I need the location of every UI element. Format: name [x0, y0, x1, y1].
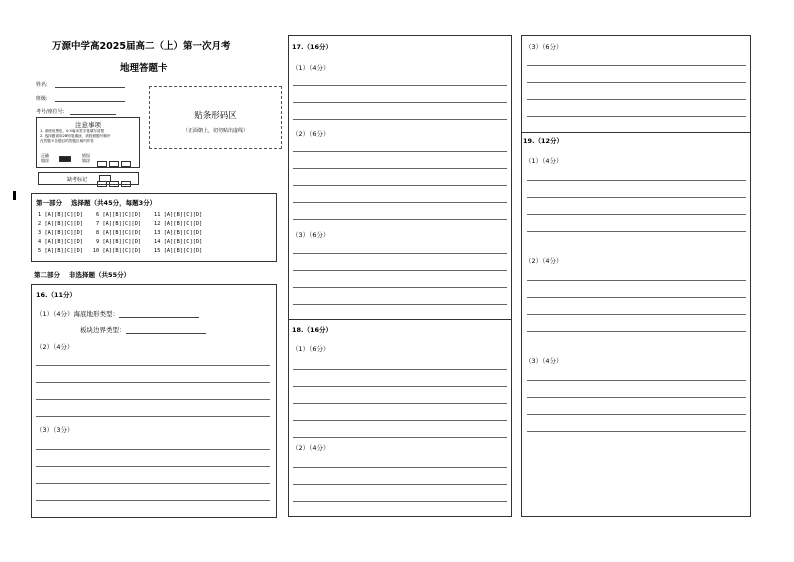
part1-box: [31, 193, 277, 262]
correct-fill-label: 正确 填涂: [41, 153, 49, 163]
class-field[interactable]: [36, 95, 125, 102]
answer-line[interactable]: [293, 202, 507, 203]
answer-line[interactable]: [36, 483, 270, 484]
answer-line[interactable]: [293, 102, 507, 103]
barcode-subtitle: （正面朝上，切勿贴出虚线）: [182, 128, 248, 134]
answer-line[interactable]: [527, 331, 746, 332]
q19-sub2: （2）（4分）: [525, 257, 563, 265]
answer-line[interactable]: [36, 500, 270, 501]
answer-line[interactable]: [293, 219, 507, 220]
answer-line[interactable]: [293, 185, 507, 186]
answer-line[interactable]: [293, 253, 507, 254]
answer-line[interactable]: [293, 151, 507, 152]
barcode-title: 贴条形码区: [194, 111, 237, 121]
answer-line[interactable]: [293, 437, 507, 438]
q16-sub3: （3）（3分）: [36, 426, 74, 434]
correct-fill-sample: [59, 156, 71, 162]
answer-line[interactable]: [293, 467, 507, 468]
answer-line[interactable]: [293, 85, 507, 86]
part1-title: 第一部分 选择题（共45分，每题3分）: [36, 199, 157, 207]
school-title: 万源中学高2025届高二（上）第一次月考: [52, 41, 231, 52]
middle-column-box: [288, 35, 512, 517]
q16-sub2: （2）（4分）: [36, 343, 74, 351]
q17-sub2: （2）（6分）: [292, 130, 330, 138]
answer-line[interactable]: [293, 270, 507, 271]
exam-no-underline: [70, 114, 116, 115]
answer-line[interactable]: [36, 365, 270, 366]
q19-sub1: （1）（4分）: [525, 157, 563, 165]
q19-title: 19.（12分）: [523, 137, 564, 145]
part2-title: 第二部分 非选择题（共55分）: [34, 271, 131, 279]
answer-line[interactable]: [527, 314, 746, 315]
answer-line[interactable]: [527, 297, 746, 298]
name-label: 姓名:: [36, 82, 48, 88]
section-divider: [289, 319, 511, 320]
answer-line[interactable]: [36, 399, 270, 400]
q17-sub3: （3）（6分）: [292, 231, 330, 239]
answer-line[interactable]: [527, 414, 746, 415]
page-marker: [13, 191, 16, 200]
name-field[interactable]: [36, 81, 125, 88]
mc-row-3[interactable]: 3 [A][B][C][D] 8 [A][B][C][D] 13 [A][B][C][D]: [38, 230, 203, 236]
wrong-fill-label: 错误 填涂: [82, 153, 90, 163]
answer-line[interactable]: [293, 304, 507, 305]
q18-sub2: （2）（4分）: [292, 444, 330, 452]
class-label: 班级:: [36, 96, 48, 102]
answer-line[interactable]: [527, 214, 746, 215]
q17-title: 17.（16分）: [292, 43, 333, 51]
q16-sub1[interactable]: （1）（4分）海底地形类型：: [36, 309, 199, 318]
mc-row-2[interactable]: 2 [A][B][C][D] 7 [A][B][C][D] 12 [A][B][C][D]: [38, 221, 203, 227]
answer-line[interactable]: [527, 197, 746, 198]
q19-sub3: （3）（4分）: [525, 357, 563, 365]
answer-line[interactable]: [527, 431, 746, 432]
absent-mark-box: [38, 172, 139, 185]
notice-line1: 1. 请使用黑色、0.5毫米签字笔填写清楚: [40, 129, 105, 133]
answer-line[interactable]: [293, 420, 507, 421]
exam-no-field[interactable]: [36, 108, 116, 115]
class-underline: [55, 101, 125, 102]
q16-box: [31, 284, 277, 518]
answer-line[interactable]: [527, 231, 746, 232]
answer-line[interactable]: [527, 116, 746, 117]
answer-line[interactable]: [36, 449, 270, 450]
q16-sub1b[interactable]: 板块边界类型：: [80, 325, 206, 334]
answer-line[interactable]: [293, 403, 507, 404]
mc-row-4[interactable]: 4 [A][B][C][D] 9 [A][B][C][D] 14 [A][B][C][D]: [38, 239, 203, 245]
answer-line[interactable]: [293, 501, 507, 502]
answer-line[interactable]: [293, 369, 507, 370]
answer-line[interactable]: [527, 380, 746, 381]
answer-line[interactable]: [293, 168, 507, 169]
card-title: 地理答题卡: [120, 63, 168, 74]
name-underline: [55, 87, 125, 88]
answer-line[interactable]: [293, 386, 507, 387]
barcode-area: [149, 86, 282, 149]
absent-mark-label: 缺考标记: [67, 177, 88, 183]
mc-row-5[interactable]: 5 [A][B][C][D] 10 [A][B][C][D] 15 [A][B][C][D]: [38, 248, 203, 254]
section-divider: [522, 132, 750, 133]
q18-sub1: （1）（6分）: [292, 345, 330, 353]
q17-sub3-cont: （3）（6分）: [525, 43, 563, 51]
answer-line[interactable]: [293, 119, 507, 120]
q16-title: 16.（11分）: [36, 291, 77, 299]
answer-line[interactable]: [527, 99, 746, 100]
right-column-box: [521, 35, 751, 517]
exam-no-label: 考号/座位号:: [36, 109, 65, 115]
notice-title: 注意事项: [75, 121, 101, 129]
answer-line[interactable]: [36, 416, 270, 417]
answer-line[interactable]: [527, 180, 746, 181]
notice-box: [36, 117, 140, 168]
absent-checkbox[interactable]: [99, 175, 111, 182]
q18-title: 18.（16分）: [292, 326, 333, 334]
notice-line3: 在答题卡各题目的答题区域内作答: [40, 139, 94, 143]
notice-line2: 2. 选择题请用2B铅笔填涂，请按照题号顺序: [40, 134, 111, 138]
answer-line[interactable]: [527, 280, 746, 281]
answer-line[interactable]: [527, 82, 746, 83]
answer-line[interactable]: [527, 397, 746, 398]
answer-line[interactable]: [527, 65, 746, 66]
answer-line[interactable]: [36, 466, 270, 467]
answer-line[interactable]: [36, 382, 270, 383]
answer-line[interactable]: [293, 484, 507, 485]
answer-line[interactable]: [293, 287, 507, 288]
q17-sub1: （1）（4分）: [292, 64, 330, 72]
mc-row-1[interactable]: 1 [A][B][C][D] 6 [A][B][C][D] 11 [A][B][C][D]: [38, 212, 203, 218]
